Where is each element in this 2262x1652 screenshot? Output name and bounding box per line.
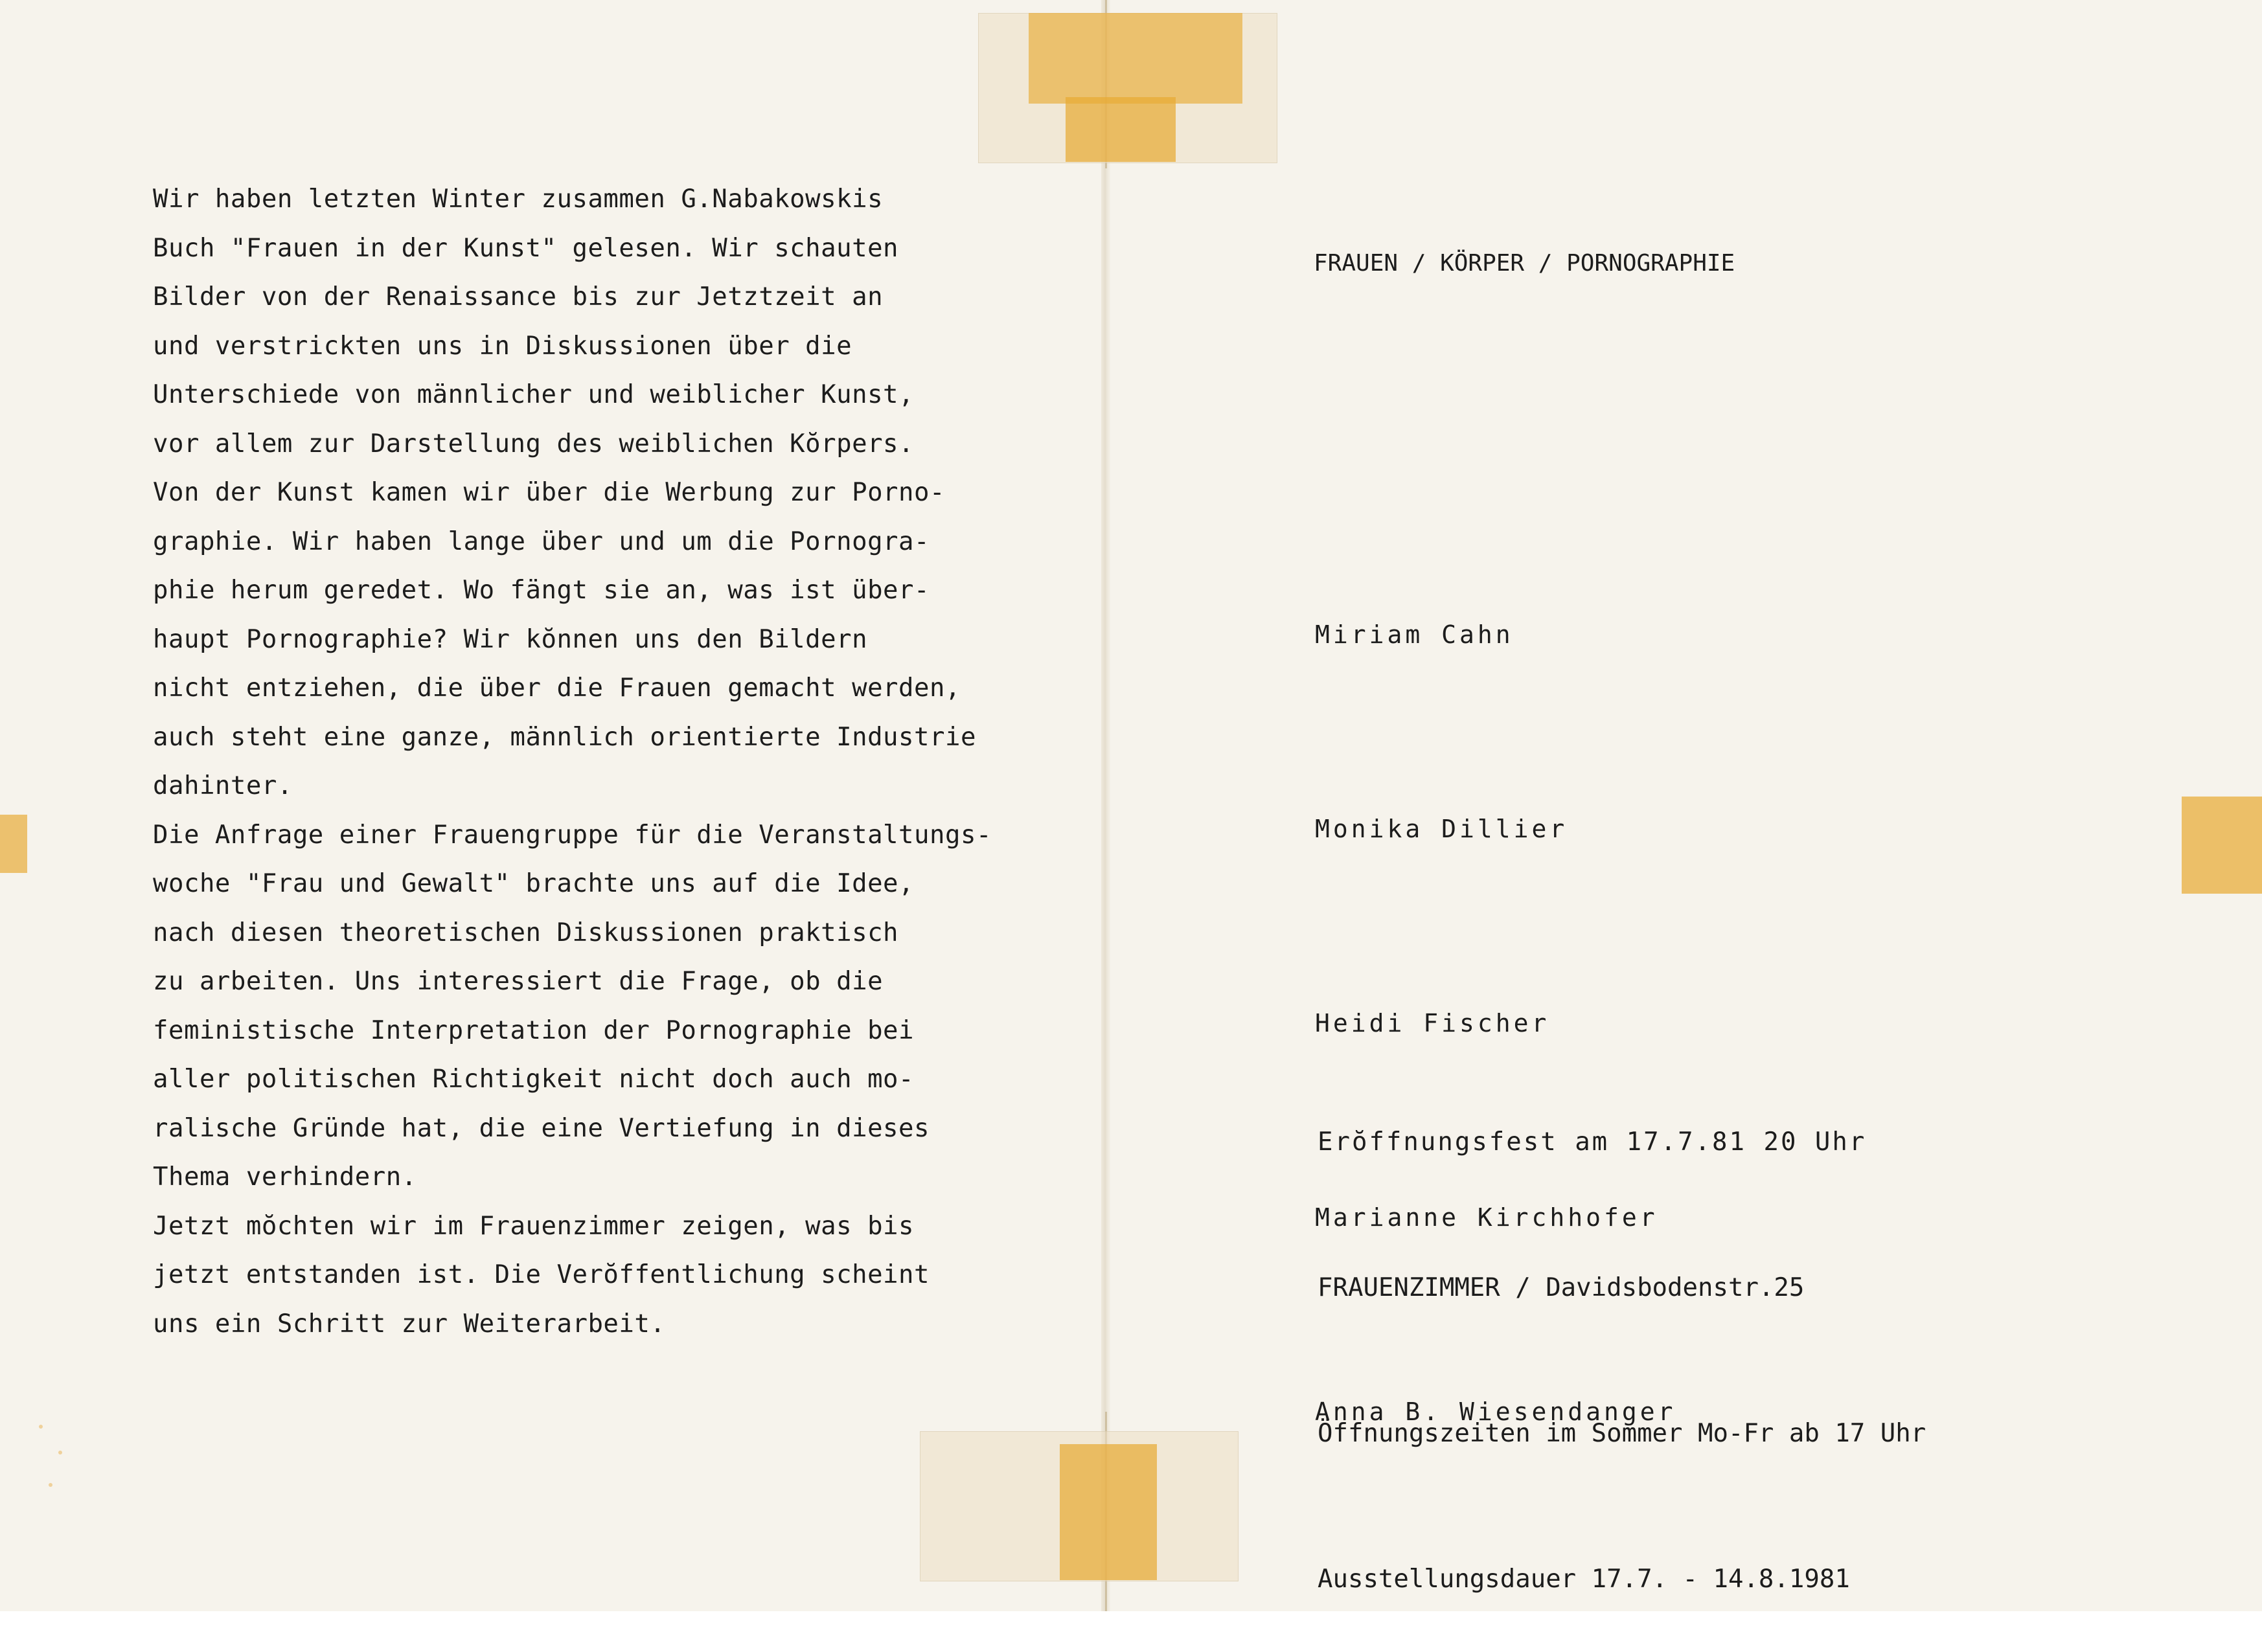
text-line: Thema verhindern. bbox=[153, 1162, 417, 1192]
text-line: Jetzt mŏchten wir im Frauenzimmer zeigen, was bis bbox=[153, 1211, 915, 1241]
text-line: aller politischen Richtigkeit nicht doch auch mo- bbox=[153, 1065, 915, 1094]
text-line: uns ein Schritt zur Weiterarbeit. bbox=[153, 1309, 666, 1339]
text-line: phie herum geredet. Wo fängt sie an, was ist über- bbox=[153, 576, 930, 605]
text-line: vor allem zur Darstellung des weiblichen Kŏrpers. bbox=[153, 429, 915, 458]
artist-name: Heidi Fischer bbox=[1315, 1009, 1550, 1037]
center-fold bbox=[1101, 0, 1110, 1611]
opening-line: Erŏffnungsfest am 17.7.81 20 Uhr bbox=[1318, 1127, 1867, 1157]
stain-spot bbox=[58, 1451, 62, 1454]
exhibition-info bbox=[1318, 1021, 1926, 1652]
text-line: Bilder von der Renaissance bis zur Jetztzeit an bbox=[153, 282, 884, 311]
artist-name: Marianne Kirchhofer bbox=[1315, 1203, 1658, 1232]
text-line: Buch "Frauen in der Kunst" gelesen. Wir schauten bbox=[153, 233, 899, 263]
text-line: graphie. Wir haben lange über und um die Pornogra- bbox=[153, 526, 930, 556]
left-page-text bbox=[153, 175, 1053, 1348]
stain-spot bbox=[39, 1425, 43, 1429]
text-line: nicht entziehen, die über die Frauen gemacht werden, bbox=[153, 673, 961, 703]
text-line: Unterschiede von männlicher und weiblicher Kunst, bbox=[153, 380, 915, 409]
text-line: Wir haben letzten Winter zusammen G.Nabakowskis bbox=[153, 185, 884, 214]
text-line: woche "Frau und Gewalt" brachte uns auf die Idee, bbox=[153, 869, 915, 898]
text-line: auch steht eine ganze, männlich orientierte Industrie bbox=[153, 722, 976, 752]
text-line: dahinter. bbox=[153, 771, 293, 800]
opening-hours-line: Öffnungszeiten im Sommer Mo-Fr ab 17 Uhr bbox=[1318, 1419, 1926, 1448]
text-line: nach diesen theoretischen Diskussionen praktisch bbox=[153, 918, 899, 947]
text-line: Die Anfrage einer Frauengruppe für die Veranstaltungs- bbox=[153, 820, 992, 850]
text-line: ralische Gründe hat, die eine Vertiefung in dieses bbox=[153, 1113, 930, 1143]
text-line: und verstrickten uns in Diskussionen über die bbox=[153, 331, 852, 361]
stain-spot bbox=[49, 1483, 52, 1487]
tape-bottom-amber bbox=[1060, 1444, 1157, 1580]
text-line: jetzt entstanden ist. Die Verŏffentlichung scheint bbox=[153, 1260, 930, 1289]
text-line: haupt Pornographie? Wir kŏnnen uns den Bildern bbox=[153, 624, 868, 654]
tape-top-amber-lower bbox=[1066, 97, 1176, 162]
venue-line: FRAUENZIMMER / Davidsbodenstr.25 bbox=[1318, 1273, 1805, 1302]
text-line: Von der Kunst kamen wir über die Werbung zur Porno- bbox=[153, 478, 945, 507]
tape-left-edge bbox=[0, 815, 27, 873]
tape-right-edge bbox=[2182, 797, 2262, 894]
text-line: zu arbeiten. Uns interessiert die Frage, ob die bbox=[153, 967, 884, 996]
artist-name: Monika Dillier bbox=[1315, 815, 1568, 843]
artist-name: Miriam Cahn bbox=[1315, 620, 1514, 649]
artist-name: Anna B. Wiesendanger bbox=[1315, 1397, 1676, 1426]
duration-line: Ausstellungsdauer 17.7. - 14.8.1981 bbox=[1318, 1565, 1850, 1594]
text-line: feministische Interpretation der Pornographie bei bbox=[153, 1015, 915, 1045]
exhibition-title: FRAUEN / KÖRPER / PORNOGRAPHIE bbox=[1314, 250, 1735, 277]
tape-top-amber bbox=[1029, 13, 1242, 104]
